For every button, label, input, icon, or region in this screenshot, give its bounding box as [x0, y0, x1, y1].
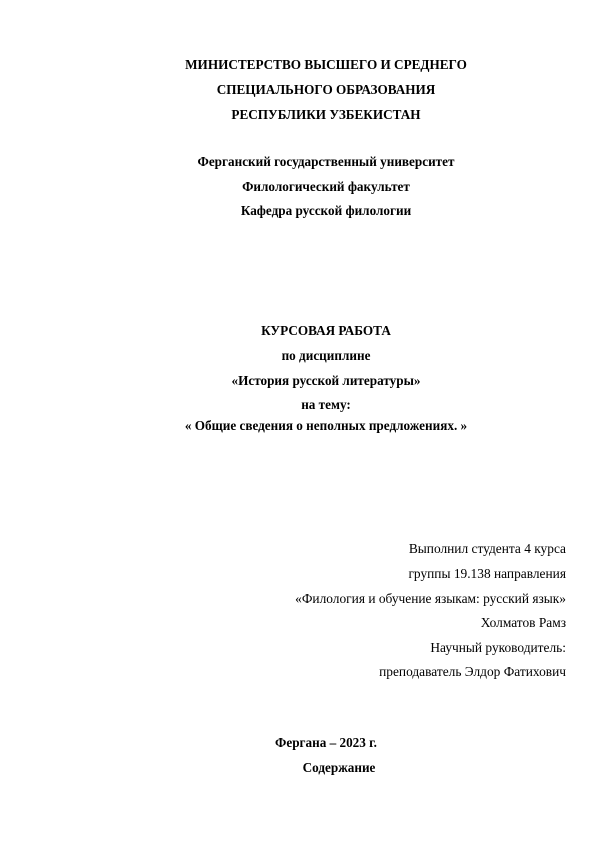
ministry-line-2: СПЕЦИАЛЬНОГО ОБРАЗОВАНИЯ [216, 82, 436, 97]
supervisor-name: преподаватель Элдор Фатихович [379, 664, 566, 679]
author-line-3: «Филология и обучение языкам: русский язык» [295, 591, 566, 606]
topic-prefix: на тему: [301, 397, 351, 412]
university-name: Ферганский государственный университет [197, 154, 455, 169]
department-name: Кафедра русской филологии [240, 203, 412, 218]
supervisor-label: Научный руководитель: [430, 640, 566, 655]
discipline-prefix: по дисциплине [281, 348, 371, 363]
author-name: Холматов Рамз [480, 615, 566, 630]
author-line-1: Выполнил студента 4 курса [408, 541, 566, 556]
work-type-title: КУРСОВАЯ РАБОТА [261, 323, 391, 338]
faculty-name: Филологический факультет [242, 179, 410, 194]
discipline-name: «История русской литературы» [231, 373, 421, 388]
topic-title: « Общие сведения о неполных предложениях. » [184, 418, 468, 433]
author-line-2: группы 19.138 направления [408, 566, 566, 581]
ministry-line-3: РЕСПУБЛИКИ УЗБЕКИСТАН [231, 107, 421, 122]
contents-heading: Содержание [302, 760, 376, 775]
ministry-line-1: МИНИСТЕРСТВО ВЫСШЕГО И СРЕДНЕГО [185, 57, 467, 72]
city-year: Фергана – 2023 г. [275, 735, 377, 750]
